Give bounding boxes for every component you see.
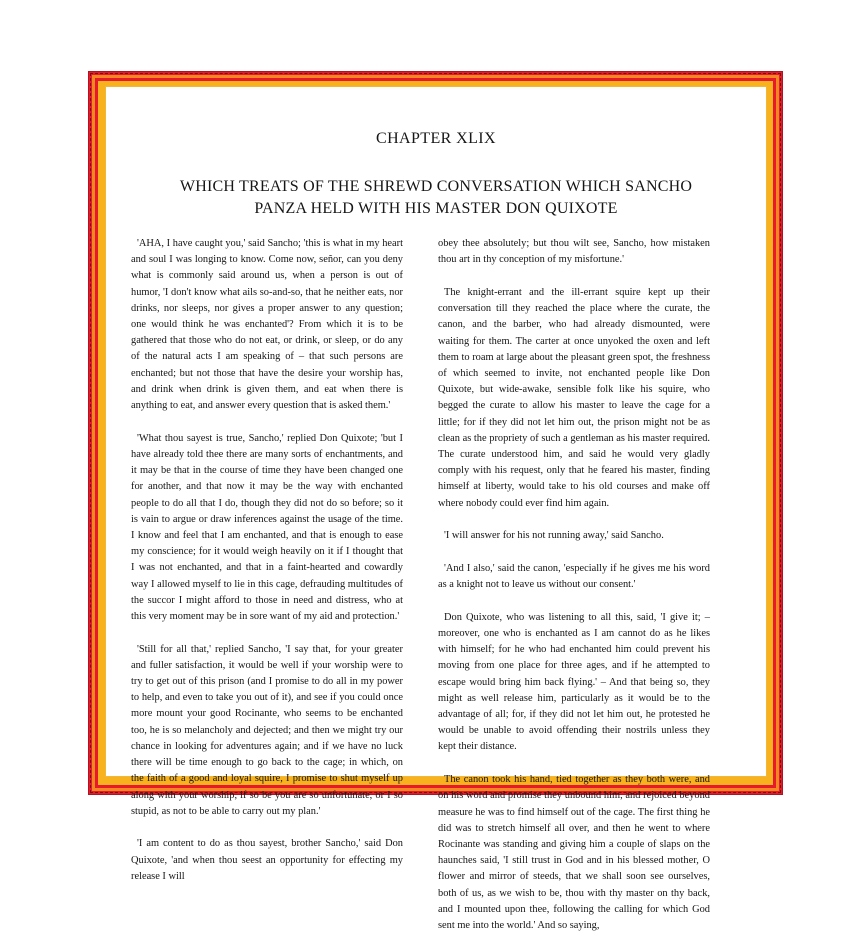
paragraph: 'And I also,' said the canon, 'especially if he gives me his word as a knight not to leave us without our consent.': [438, 562, 710, 591]
paragraph: Don Quixote, who was listening to all this, said, 'I give it; – moreover, one who is enchanted as I am cannot do as he likes with himself; for he who had enchanted him could prevent his moving from one place for three ages, and if he attempted to escape would bring him back flying.' – And that being so, they might as well release him, particularly as it would be to the advantage of all; for, if they did not let him out, he protested he would be unable to avoid offending their nostrils unless they kept their distance.: [438, 611, 710, 753]
paragraph: 'AHA, I have caught you,' said Sancho; 'this is what in my heart and soul I was longing to know. Come now, señor, can you deny what is commonly said around us, when a person is out of humor, 'I don't know what ails so-and-so, that he neither eats, nor drinks, nor sleeps, nor gives a proper answer to any question; one would think he was enchanted'? From which it is to be gathered that those who do not eat, or drink, or sleep, or do any of the natural acts I am speaking of – that such persons are enchanted; but not those that have the desire your worship has, and drink when drink is given them, and eat when there is anything to eat, and answer every question that is asked them.': [131, 238, 403, 412]
paragraph: 'I am content to do as thou sayest, brother Sancho,' said Don Quixote, 'and when thou seest an opportunity for effecting my release I will: [131, 838, 403, 882]
book-page: [105, 86, 767, 932]
left-text-column: [131, 236, 403, 902]
paragraph: 'I will answer for his not running away,' said Sancho.: [444, 530, 664, 542]
right-text-column: [438, 236, 710, 951]
chapter-heading: CHAPTER XLIX: [376, 130, 496, 147]
paragraph: The knight-errant and the ill-errant squire kept up their conversation till they reached the place where the curate, the canon, and the barber, who had already dismounted, were waiting for them. The carter at once unyoked the oxen and left them to roam at large about the pleasant green spot, the freshness of which seemed to invite, not enchanted people like Don Quixote, but wide-awake, sensible folk like his squire, who begged the curate to allow his master to leave the cage for a little; for if they did not let him out, the prison might not be as clean as the propriety of such a gentleman as his master required. The curate understood him, and said he would very gladly comply with his request, only that he feared his master, finding himself at liberty, would take to his old courses and make off where nobody could ever find him again.: [438, 286, 710, 509]
paragraph: The canon took his hand, tied together as they both were, and on his word and promise they unbound him, and rejoiced beyond measure he was to find himself out of the cage. The first thing he did was to stretch himself all over, and then he went to where Rocinante was standing and giving him a couple of slaps on the haunches said, 'I still trust in God and in his blessed mother, O flower and mirror of steeds, that we shall soon see ourselves, both of us, as we wish to be, thou with thy master on thy back, and I mounted upon thee, following the calling for which God sent me into the world.' And so saying,: [438, 774, 710, 932]
paragraph: 'Still for all that,' replied Sancho, 'I say that, for your greater and fuller satisfaction, it would be well if your worship were to try to get out of this prison (and I promise to do all in my power to help, and even to take you out of it), and see if you could once more mount your good Rocinante, who seems to be enchanted too, he is so melancholy and dejected; and then we might try our chance in looking for adventures again; and if we have no luck there will be time enough to go back to the cage; in which, on the faith of a good and loyal squire, I promise to shut myself up along with your worship, if so be you are so unfortunate, or I so stupid, as not to be able to carry out my plan.': [131, 643, 403, 817]
paragraph: 'What thou sayest is true, Sancho,' replied Don Quixote; 'but I have already told thee there are many sorts of enchantments, and it may be that in the course of time they have been changed one for another, and that now it may be the way with enchanted people to do all that I do, though they did not do so before; so it is vain to argue or draw inferences against the usage of the time. I know and feel that I am enchanted, and that is enough to ease my conscience; for it would weigh heavily on it if I thought that I was not enchanted, and that in a faint-hearted and cowardly way I allowed myself to lie in this cage, defrauding multitudes of the succor I might afford to those in need and distress, who at this very moment may be in sore want of my aid and protection.': [131, 432, 403, 622]
chapter-subtitle: WHICH TREATS OF THE SHREWD CONVERSATION WHICH SANCHO PANZA HELD WITH HIS MASTER DON QUIXOTE: [179, 178, 693, 217]
paragraph-continued: obey thee absolutely; but thou wilt see, Sancho, how mistaken thou art in thy conception of my misfortune.': [438, 238, 710, 266]
